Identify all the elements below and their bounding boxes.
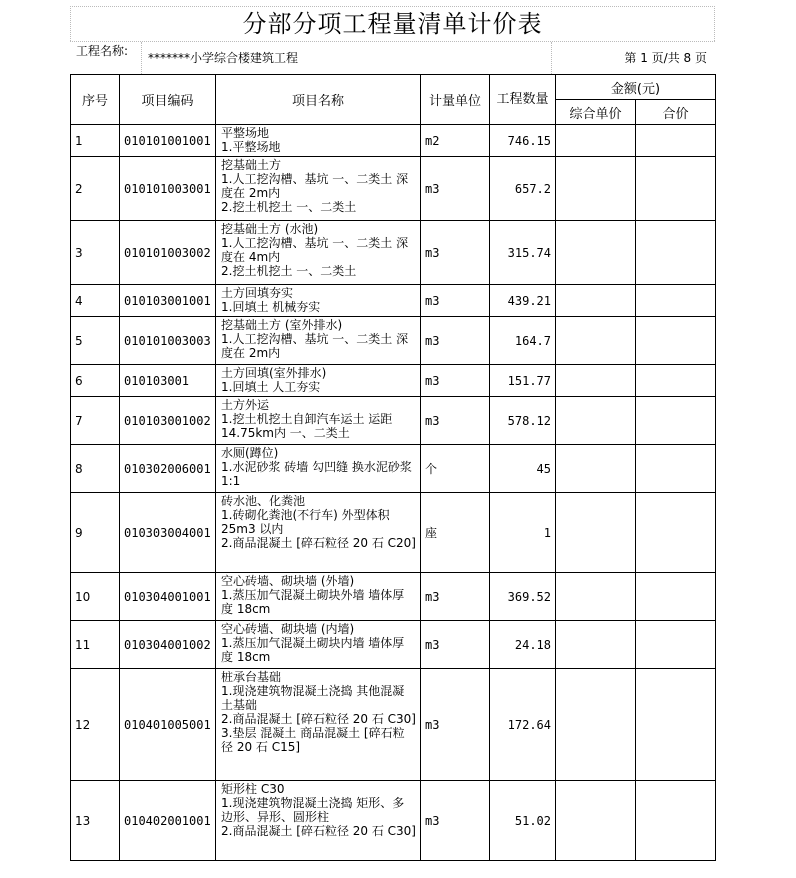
cell-total [636,285,716,317]
project-name-value: *******小学综合楼建筑工程 [142,42,552,74]
cell-code: 010103001002 [120,397,216,445]
cell-code: 010302006001 [120,445,216,493]
cell-code: 010101001001 [120,125,216,157]
item-title: 桩承台基础 [221,670,282,684]
cell-name [216,365,421,397]
cell-total [636,445,716,493]
cell-unit-price [556,125,636,157]
item-title: 水厕(蹲位) [221,446,279,460]
cell-code: 010101003001 [120,157,216,221]
table-row [71,317,716,365]
item-title: 挖基础土方 (水池) [221,222,319,236]
item-detail: 1.蒸压加气混凝土砌块内墙 墙体厚度 18cm [221,636,405,664]
project-name-label: 工程名称: [70,42,142,74]
cell-code: 010402001001 [120,781,216,861]
cell-seq: 12 [71,669,120,781]
item-title: 砖水池、化粪池 [221,494,306,508]
cell-name [216,621,421,669]
header-amount: 金额(元) [556,75,716,100]
header-qty: 工程数量 [490,75,556,125]
cell-unit-price [556,445,636,493]
item-detail: 1.蒸压加气混凝土砌块外墙 墙体厚度 18cm [221,588,405,616]
cell-code: 010303004001 [120,493,216,573]
quantity-sheet [70,6,715,861]
item-detail: 1.回填土 机械夯实 [221,300,321,314]
cell-code: 010101003002 [120,221,216,285]
cell-name [216,317,421,365]
item-detail: 1.挖土机挖土自卸汽车运土 运距14.75km内 一、二类土 [221,412,393,440]
item-detail: 1.砖砌化粪池(不行车) 外型体积 25m3 以内 [221,508,390,536]
cell-unit-price [556,221,636,285]
cell-unit: m3 [421,621,490,669]
cell-name [216,125,421,157]
cell-unit-price [556,317,636,365]
item-detail: 1.现浇建筑物混凝土浇捣 矩形、多边形、异形、圆形柱 [221,796,405,824]
item-title: 挖基础土方 [221,158,282,172]
cell-name [216,221,421,285]
item-detail: 3.垫层 混凝土 商品混凝土 [碎石粒径 20 石 C15] [221,726,405,754]
cell-name [216,669,421,781]
item-detail: 2.挖土机挖土 一、二类土 [221,264,357,278]
cell-qty: 369.52 [490,573,556,621]
project-info-bar [70,41,715,74]
item-detail: 2.商品混凝土 [碎石粒径 20 石 C30] [221,824,416,838]
cell-total [636,573,716,621]
item-detail: 1.人工挖沟槽、基坑 一、二类土 深度在 2m内 [221,332,409,360]
cell-qty: 24.18 [490,621,556,669]
cell-name [216,397,421,445]
cell-name [216,445,421,493]
table-row [71,221,716,285]
table-row [71,157,716,221]
item-detail: 1.回填土 人工夯实 [221,380,321,394]
bill-table [70,74,716,861]
cell-unit: m3 [421,397,490,445]
cell-unit: m3 [421,573,490,621]
item-title: 土方外运 [221,398,270,412]
cell-name [216,285,421,317]
item-detail: 1.现浇建筑物混凝土浇捣 其他混凝土基础 [221,684,405,712]
cell-seq: 9 [71,493,120,573]
bill-rows [71,125,716,861]
sheet-title: 分部分项工程量清单计价表 [70,6,715,41]
item-title: 矩形柱 C30 [221,782,285,796]
cell-qty: 164.7 [490,317,556,365]
cell-code: 010103001 [120,365,216,397]
table-row [71,781,716,861]
item-title: 土方回填(室外排水) [221,366,327,380]
cell-qty: 439.21 [490,285,556,317]
cell-unit: 个 [421,445,490,493]
cell-unit: m3 [421,317,490,365]
cell-qty: 578.12 [490,397,556,445]
cell-seq: 8 [71,445,120,493]
cell-unit-price [556,157,636,221]
cell-seq: 13 [71,781,120,861]
cell-unit: m2 [421,125,490,157]
cell-unit-price [556,285,636,317]
cell-qty: 315.74 [490,221,556,285]
page-indicator: 第 1 页/共 8 页 [624,51,707,65]
cell-seq: 11 [71,621,120,669]
cell-seq: 10 [71,573,120,621]
header-name: 项目名称 [216,75,421,125]
cell-qty: 657.2 [490,157,556,221]
cell-total [636,493,716,573]
header-unit-price: 综合单价 [556,100,636,125]
table-row [71,125,716,157]
item-title: 土方回填夯实 [221,286,294,300]
cell-code: 010304001001 [120,573,216,621]
cell-total [636,157,716,221]
cell-total [636,125,716,157]
cell-unit-price [556,781,636,861]
table-row [71,285,716,317]
cell-unit-price [556,397,636,445]
item-detail: 1.水泥砂浆 砖墙 勾凹缝 换水泥砂浆 1:1 [221,460,412,488]
item-title: 空心砖墙、砌块墙 (内墙) [221,622,355,636]
cell-code: 010304001002 [120,621,216,669]
cell-total [636,397,716,445]
cell-unit: m3 [421,669,490,781]
cell-unit: m3 [421,365,490,397]
cell-seq: 5 [71,317,120,365]
item-title: 挖基础土方 (室外排水) [221,318,343,332]
cell-seq: 3 [71,221,120,285]
cell-unit-price [556,493,636,573]
cell-name [216,157,421,221]
header-unit: 计量单位 [421,75,490,125]
item-detail: 1.人工挖沟槽、基坑 一、二类土 深度在 4m内 [221,236,409,264]
item-detail: 2.商品混凝土 [碎石粒径 20 石 C30] [221,712,416,726]
cell-code: 010101003003 [120,317,216,365]
item-detail: 2.挖土机挖土 一、二类土 [221,200,357,214]
item-detail: 1.人工挖沟槽、基坑 一、二类土 深度在 2m内 [221,172,409,200]
item-title: 平整场地 [221,126,270,140]
table-row [71,365,716,397]
cell-name [216,493,421,573]
table-row [71,621,716,669]
cell-unit: m3 [421,221,490,285]
cell-qty: 45 [490,445,556,493]
cell-name [216,573,421,621]
item-title: 空心砖墙、砌块墙 (外墙) [221,574,355,588]
cell-total [636,621,716,669]
cell-code: 010401005001 [120,669,216,781]
cell-seq: 7 [71,397,120,445]
cell-qty: 1 [490,493,556,573]
item-detail: 2.商品混凝土 [碎石粒径 20 石 C20] [221,536,416,550]
cell-unit-price [556,365,636,397]
cell-total [636,669,716,781]
table-row [71,669,716,781]
cell-total [636,317,716,365]
cell-code: 010103001001 [120,285,216,317]
table-row [71,573,716,621]
cell-total [636,365,716,397]
cell-qty: 151.77 [490,365,556,397]
cell-total [636,781,716,861]
header-code: 项目编码 [120,75,216,125]
cell-unit: m3 [421,781,490,861]
cell-name [216,781,421,861]
cell-qty: 51.02 [490,781,556,861]
cell-unit: m3 [421,157,490,221]
cell-unit-price [556,621,636,669]
cell-seq: 1 [71,125,120,157]
table-row [71,397,716,445]
table-row [71,445,716,493]
cell-seq: 6 [71,365,120,397]
table-row [71,493,716,573]
cell-total [636,221,716,285]
cell-unit-price [556,573,636,621]
cell-qty: 172.64 [490,669,556,781]
cell-unit-price [556,669,636,781]
item-detail: 1.平整场地 [221,140,281,154]
cell-unit: 座 [421,493,490,573]
header-total: 合价 [636,100,716,125]
header-seq: 序号 [71,75,120,125]
cell-qty: 746.15 [490,125,556,157]
cell-seq: 4 [71,285,120,317]
cell-seq: 2 [71,157,120,221]
cell-unit: m3 [421,285,490,317]
